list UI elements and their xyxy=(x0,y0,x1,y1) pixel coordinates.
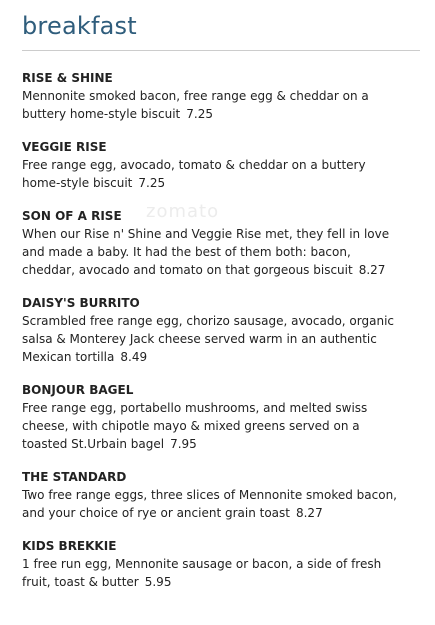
item-description-line xyxy=(22,348,426,366)
menu-item-bonjour-bagel xyxy=(22,381,426,453)
menu-item-kids-brekkie xyxy=(22,537,426,591)
item-price: 7.25 xyxy=(186,107,213,121)
item-description-line xyxy=(22,105,426,123)
item-name: BONJOUR BAGEL xyxy=(22,383,134,397)
item-name: RISE & SHINE xyxy=(22,71,113,85)
item-description-text: and your choice of rye or ancient grain toast xyxy=(22,506,290,520)
item-description-line xyxy=(22,435,426,453)
item-description-line: cheese, with chipotle mayo & mixed greens served on a xyxy=(22,419,360,433)
menu-item-veggie-rise xyxy=(22,138,426,192)
menu-item-son-of-a-rise xyxy=(22,207,426,279)
item-description-line xyxy=(22,504,426,522)
menu-item-daisys-burrito xyxy=(22,294,426,366)
item-description-line xyxy=(22,573,426,591)
item-description-line: and made a baby. It had the best of them both: bacon, xyxy=(22,245,351,259)
item-description-text: toasted St.Urbain bagel xyxy=(22,437,165,451)
item-description-line: Two free range eggs, three slices of Mennonite smoked bacon, xyxy=(22,488,397,502)
item-description-line: salsa & Monterey Jack cheese served warm in an authentic xyxy=(22,332,377,346)
section-title: breakfast xyxy=(22,12,137,40)
item-price: 8.49 xyxy=(120,350,148,364)
item-description-line xyxy=(22,174,426,192)
item-description-line: Free range egg, portabello mushrooms, and melted swiss xyxy=(22,401,368,415)
item-price: 7.25 xyxy=(138,176,166,190)
item-name: KIDS BREKKIE xyxy=(22,539,117,553)
menu-item-rise-and-shine xyxy=(22,69,426,123)
item-name: THE STANDARD xyxy=(22,470,127,484)
zomato-watermark-logo: zomato xyxy=(146,201,220,222)
item-description-line: Free range egg, avocado, tomato & cheddar on a buttery xyxy=(22,158,366,172)
item-name: VEGGIE RISE xyxy=(22,140,107,154)
item-description-text: cheddar, avocado and tomato on that gorgeous biscuit xyxy=(22,263,353,277)
item-description-line xyxy=(22,261,426,279)
menu-items-list xyxy=(22,69,426,606)
item-description-text: fruit, toast & butter xyxy=(22,575,139,589)
item-name: DAISY'S BURRITO xyxy=(22,296,140,310)
item-price: 8.27 xyxy=(295,506,323,520)
item-description-line: Scrambled free range egg, chorizo sausage, avocado, organic xyxy=(22,314,395,328)
item-description-line: When our Rise n' Shine and Veggie Rise met, they fell in love xyxy=(22,227,390,241)
item-description-line: Mennonite smoked bacon, free range egg & cheddar on a xyxy=(22,89,369,103)
item-price: 5.95 xyxy=(144,575,172,589)
item-price: 7.95 xyxy=(170,437,197,451)
title-divider xyxy=(22,50,420,51)
menu-item-the-standard xyxy=(22,468,426,522)
item-description-text: Mexican tortilla xyxy=(22,350,115,364)
item-description-text: home-style biscuit xyxy=(22,176,133,190)
item-price: 8.27 xyxy=(358,263,386,277)
item-description-line: 1 free run egg, Mennonite sausage or bacon, a side of fresh xyxy=(22,557,382,571)
item-name: SON OF A RISE xyxy=(22,209,122,223)
item-description-text: buttery home-style biscuit xyxy=(22,107,181,121)
